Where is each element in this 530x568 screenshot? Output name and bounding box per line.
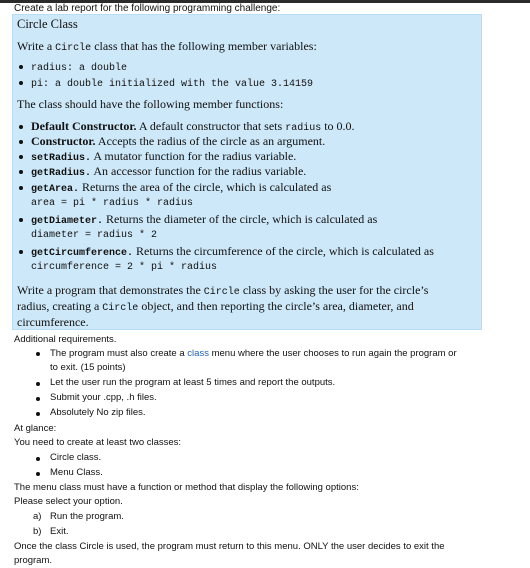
textbook-excerpt [12, 14, 482, 330]
func-getradius: getRadius. An accessor function for the radius variable. [31, 164, 307, 179]
formula-circumference: circumference = 2 * pi * radius [31, 262, 218, 273]
bullet [19, 65, 23, 69]
bullet [19, 250, 23, 254]
option-b-text: Exit. [50, 526, 69, 537]
option-a-letter: a) [33, 511, 42, 522]
additional-title: Additional requirements. [14, 334, 117, 345]
bullet [36, 397, 40, 401]
final-line-1: Once the class Circle is used, the program must return to this menu. ONLY the user decides to exit the [14, 541, 445, 552]
bullet [19, 125, 23, 129]
func-default-constructor: Default Constructor. A default constructor that sets radius to 0.0. [31, 119, 355, 134]
req-runs: Let the user run the program at least 5 times and report the outputs. [50, 377, 336, 388]
bullet [19, 155, 23, 159]
bullet [36, 382, 40, 386]
var-radius: radius: a double [31, 63, 128, 74]
bullet [36, 352, 40, 356]
bullet [19, 186, 23, 190]
req-submit: Submit your .cpp, .h files. [50, 392, 157, 403]
func-constructor: Constructor. Accepts the radius of the circle as an argument. [31, 134, 326, 148]
final-line-2: program. [14, 555, 53, 566]
bullet [19, 170, 23, 174]
req-menu-line2: to exit. (15 points) [50, 362, 126, 373]
req-menu: The program must also create a class menu where the user chooses to run again the program or [50, 348, 457, 359]
bullet [36, 412, 40, 416]
func-getarea: getArea. Returns the area of the circle, which is calculated as [31, 180, 332, 195]
func-setradius: setRadius. A mutator function for the radius variable. [31, 149, 297, 164]
program-line-3: circumference. [17, 315, 89, 329]
func-getdiameter: getDiameter. Returns the diameter of the circle, which is calculated as [31, 212, 378, 227]
select-option: Please select your option. [14, 496, 123, 507]
page-heading: Create a lab report for the following programming challenge: [14, 3, 281, 14]
program-line-2: radius, creating a Circle object, and then reporting the circle’s area, diameter, and [17, 299, 414, 314]
req-nozip: Absolutely No zip files. [50, 407, 146, 418]
code-circle: Circle [55, 43, 92, 54]
menu-must: The menu class must have a function or method that display the following options: [14, 482, 359, 493]
formula-diameter: diameter = radius * 2 [31, 230, 158, 241]
class-circle: Circle class. [50, 452, 102, 463]
bullet [19, 140, 23, 144]
var-pi: pi: a double initialized with the value 3.14159 [31, 79, 314, 90]
glance-need: You need to create at least two classes: [14, 437, 182, 448]
option-b-letter: b) [33, 526, 42, 537]
excerpt-title: Circle Class [17, 17, 78, 31]
intro-line: Write a Circle class that has the following member variables: [17, 39, 317, 54]
program-line-1: Write a program that demonstrates the Circle class by asking the user for the circle’s [17, 283, 429, 298]
option-a-text: Run the program. [50, 511, 124, 522]
functions-intro: The class should have the following member functions: [17, 97, 284, 111]
formula-area: area = pi * radius * radius [31, 198, 194, 209]
bullet [36, 472, 40, 476]
bullet [36, 457, 40, 461]
bullet [19, 218, 23, 222]
bullet [19, 81, 23, 85]
class-menu: Menu Class. [50, 467, 103, 478]
func-getcircumference: getCircumference. Returns the circumference of the circle, which is calculated as [31, 244, 434, 259]
glance-title: At glance: [14, 423, 57, 434]
